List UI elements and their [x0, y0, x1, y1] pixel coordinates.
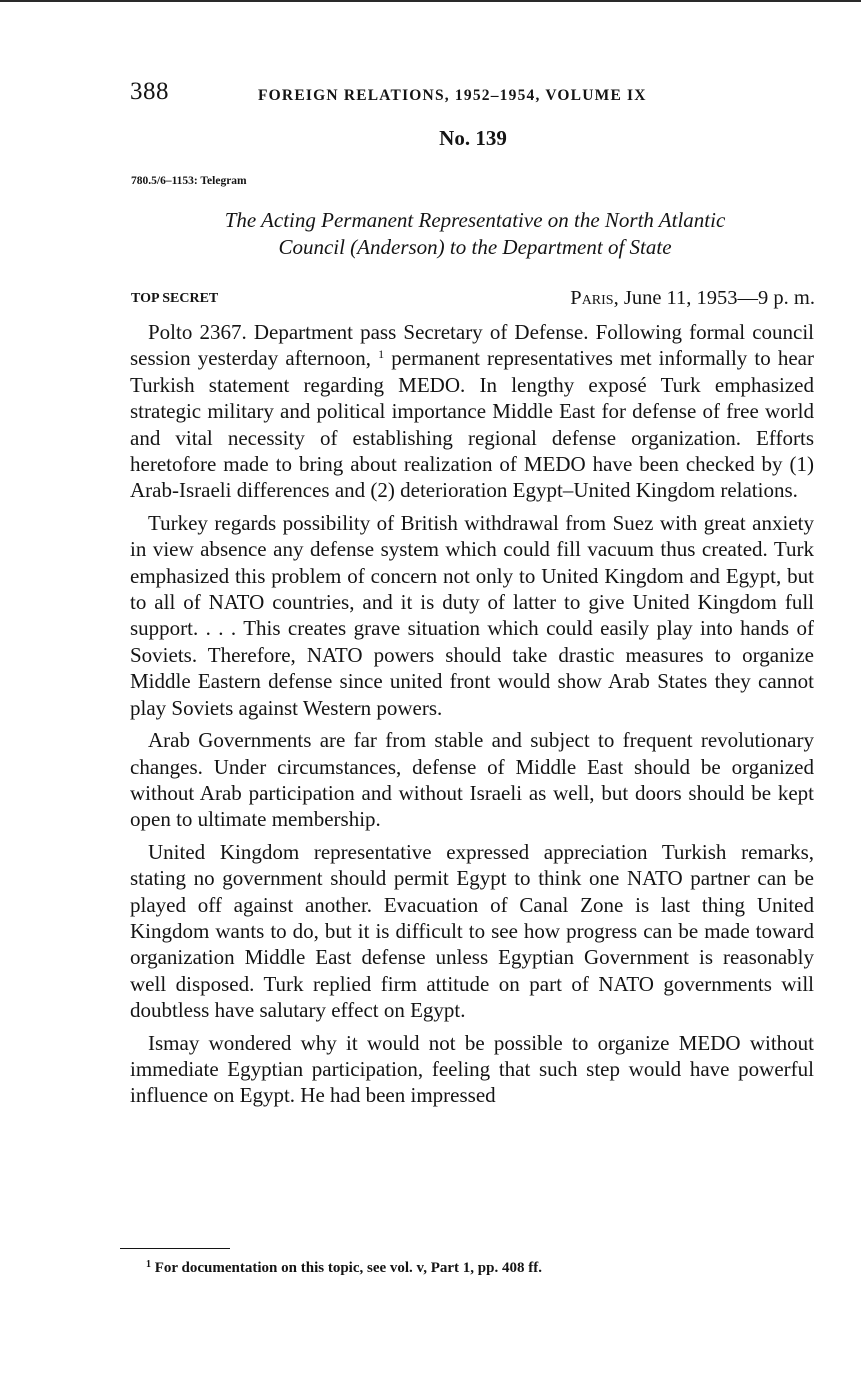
page-top-edge: [0, 0, 861, 2]
footnote-marker: 1: [146, 1259, 151, 1270]
file-reference: 780.5/6–1153: Telegram: [131, 175, 247, 187]
classification-label: TOP SECRET: [131, 291, 219, 306]
page-header: [130, 78, 820, 108]
footnote-divider: [120, 1248, 230, 1249]
document-number: No. 139: [439, 126, 507, 150]
document-title-line-1: The Acting Permanent Representative on the North Atlantic: [224, 208, 726, 232]
footnote-reference-marker[interactable]: 1: [378, 347, 385, 362]
running-head: FOREIGN RELATIONS, 1952–1954, VOLUME IX: [258, 87, 647, 104]
footnote-text: For documentation on this topic, see vol. v, Part 1, pp. 408 ff.: [154, 1260, 542, 1276]
document-title-line-2: Council (Anderson) to the Department of State: [278, 235, 672, 259]
telegram-body: [130, 319, 814, 1115]
paragraph-1-text-end: permanent representatives met informally to hear Turkish statement regarding MEDO. In lengthy exposé Turk emphasized strategic military and political importance Middle East for defense of free world and vital necessity of establishing regional defense organization. Efforts heretofore made to bring about realization of MEDO have been checked by (1) Arab-Israeli differences and (2) deterioration Egypt–United Kingdom relations.: [130, 346, 814, 503]
footnote: [146, 1260, 542, 1277]
body-paragraph-1: [130, 319, 814, 504]
page-number: 388: [130, 78, 169, 105]
body-paragraph-2: Turkey regards possibility of British withdrawal from Suez with great anxiety in view absence any defense system which could fill vacuum thus created. Turk emphasized this problem of concern not only to United Kingdom and Egypt, but to all of NATO countries, and it is duty of latter to give United Kingdom full support. . . . This creates grave situation which could easily play into hands of Soviets. Therefore, NATO powers should take drastic measures to organize Middle Eastern defense since united front would show Arab States they cannot play Soviets against Western powers.: [130, 510, 814, 720]
dateline-place: Paris,: [570, 287, 619, 309]
document-title: [150, 207, 800, 261]
dateline-date: June 11, 1953—9 p. m.: [623, 287, 815, 309]
body-paragraph-5: Ismay wondered why it would not be possible to organize MEDO without immediate Egyptian participation, feeling that such step would have powerful influence on Egypt. He had been impressed: [130, 1030, 814, 1108]
body-paragraph-3: Arab Governments are far from stable and subject to frequent revolutionary changes. Under circumstances, defense of Middle East should be organized without Arab participation and without Israeli as well, but doors should be kept open to ultimate membership.: [130, 728, 814, 832]
dateline: [570, 287, 815, 310]
body-paragraph-4: United Kingdom representative expressed appreciation Turkish remarks, stating no government should permit Egypt to think one NATO partner can be played off against another. Evacuation of Canal Zone is last thing United Kingdom wants to do, but it is difficult to see how progress can be made toward organization Middle East defense unless Egyptian Government is reasonably well disposed. Turk replied firm attitude on part of NATO governments will doubtless have salutary effect on Egypt.: [130, 839, 814, 1023]
paragraph-1-text-start: Polto 2367. Department pass Secretary of Defense. Following formal council session yesterday afternoon,: [130, 320, 814, 371]
